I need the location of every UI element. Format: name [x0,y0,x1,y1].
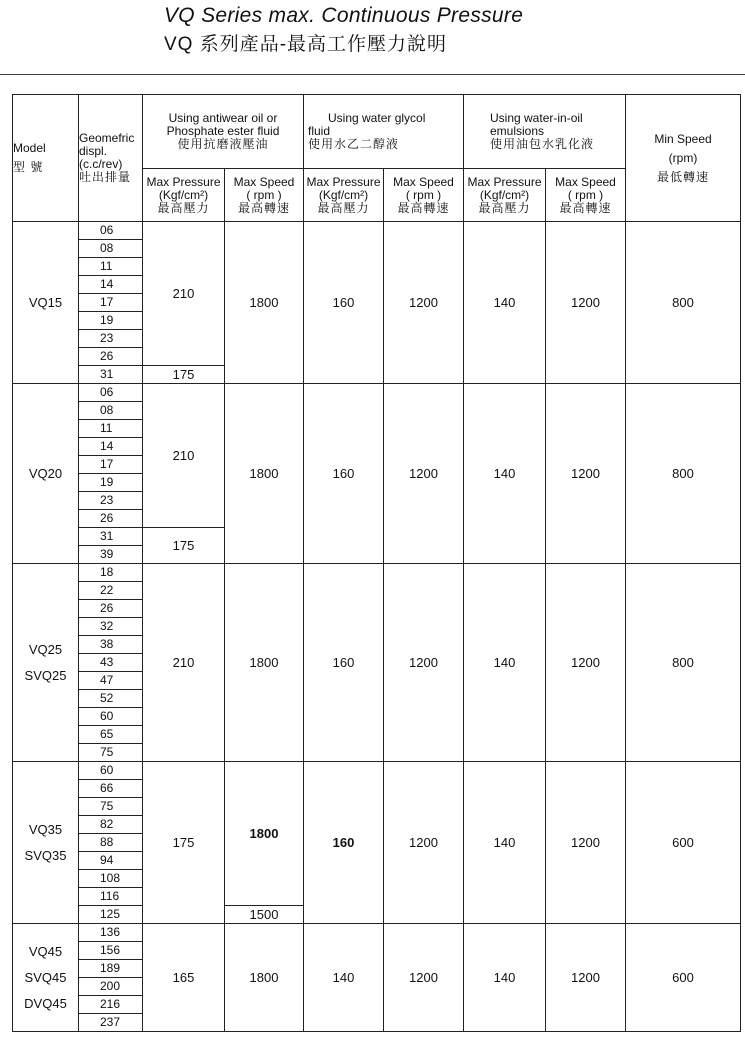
pressure-value: 210 [143,564,225,762]
displacement-cell: 43 [79,654,143,672]
pressure-alt-value: 175 [143,366,225,384]
displacement-cell: 26 [79,600,143,618]
model-name: SVQ35 [24,847,67,863]
displacement-cell: 75 [79,798,143,816]
model-name: VQ15 [28,294,63,310]
header-sub-zh: 最高壓力 [478,200,531,215]
header-group-line: Using water glycol [328,111,426,125]
pressure-value: 210 [143,384,225,528]
displacement-cell: 200 [79,978,143,996]
displacement-cell: 23 [79,492,143,510]
displacement-cell: 08 [79,240,143,258]
header-max-speed [546,169,626,222]
min-speed-value: 800 [626,384,741,564]
displacement-cell: 19 [79,312,143,330]
model-name: VQ45 [28,943,63,959]
header-displacement [79,95,143,222]
model-name: SVQ45 [24,969,67,985]
header-sub-en: Max Pressure [146,174,221,189]
header-max-pressure [143,169,225,222]
displacement-cell: 125 [79,906,143,924]
header-sub-zh: 最高轉速 [397,200,450,215]
header-geo-zh: 吐出排量 [79,170,132,184]
displacement-cell: 52 [79,690,143,708]
header-model-zh: 型 號 [13,160,44,174]
header-sub-unit: (Kgf/cm²) [158,187,209,202]
displacement-cell: 47 [79,672,143,690]
displacement-cell: 31 [79,366,143,384]
speed-value: 1200 [546,384,626,564]
displacement-cell: 189 [79,960,143,978]
speed-value: 1800 [225,222,304,384]
header-sub-unit: ( rpm ) [567,187,604,202]
header-water-glycol [304,95,464,169]
displacement-cell: 14 [79,276,143,294]
model-name: VQ25 [28,641,63,657]
header-group-line: fluid [308,124,331,138]
header-min-speed-zh: 最低轉速 [657,169,710,184]
header-max-speed [384,169,464,222]
header-group-zh: 使用水乙二醇液 [308,137,400,151]
title-divider [0,74,745,75]
speed-value: 1200 [546,222,626,384]
model-cell [13,384,79,564]
header-sub-zh: 最高轉速 [237,200,290,215]
header-sub-en: Max Pressure [467,174,542,189]
speed-alt-value: 1500 [225,906,304,924]
pressure-value: 160 [304,384,384,564]
header-model [13,95,79,222]
model-name: SVQ25 [24,667,67,683]
header-sub-unit: (Kgf/cm²) [479,187,530,202]
speed-value: 1200 [384,222,464,384]
page-subtitle: VQ 系列產品-最高工作壓力說明 [164,34,448,55]
min-speed-value: 800 [626,564,741,762]
model-cell [13,564,79,762]
displacement-cell: 06 [79,222,143,240]
displacement-cell: 32 [79,618,143,636]
model-cell [13,222,79,384]
speed-value: 1800 [225,762,304,906]
speed-value: 1200 [384,924,464,1032]
displacement-cell: 19 [79,474,143,492]
displacement-cell: 06 [79,384,143,402]
model-cell [13,924,79,1032]
pressure-value: 160 [304,564,384,762]
header-antiwear-oil [143,95,304,169]
speed-value: 1800 [225,384,304,564]
pressure-value: 160 [304,222,384,384]
speed-value: 1200 [546,762,626,924]
displacement-cell: 26 [79,510,143,528]
displacement-cell: 08 [79,402,143,420]
pressure-value: 140 [464,222,546,384]
min-speed-value: 800 [626,222,741,384]
displacement-cell: 26 [79,348,143,366]
displacement-cell: 136 [79,924,143,942]
header-geo-line: displ. [79,144,108,158]
min-speed-value: 600 [626,924,741,1032]
header-group-line: Using water-in-oil [490,111,583,125]
header-max-pressure [464,169,546,222]
header-min-speed-en: Min Speed [654,131,712,146]
pressure-value: 140 [464,564,546,762]
displacement-cell: 18 [79,564,143,582]
pressure-alt-value: 175 [143,528,225,564]
speed-value: 1200 [546,924,626,1032]
displacement-cell: 94 [79,852,143,870]
pressure-value: 140 [464,762,546,924]
displacement-cell: 65 [79,726,143,744]
displacement-cell: 11 [79,420,143,438]
header-geo-line: Geomefric [79,131,135,145]
pressure-value: 175 [143,762,225,924]
header-sub-zh: 最高壓力 [317,200,370,215]
speed-value: 1200 [384,564,464,762]
header-sub-unit: ( rpm ) [405,187,442,202]
pressure-value: 160 [304,762,384,924]
pressure-value: 140 [464,384,546,564]
header-max-pressure [304,169,384,222]
displacement-cell: 88 [79,834,143,852]
header-sub-unit: (Kgf/cm²) [318,187,369,202]
speed-value: 1200 [384,762,464,924]
header-max-speed [225,169,304,222]
displacement-cell: 75 [79,744,143,762]
model-name: DVQ45 [24,995,67,1011]
header-sub-en: Max Speed [393,174,454,189]
header-sub-en: Max Speed [555,174,616,189]
pressure-spec-table [12,94,741,1032]
displacement-cell: 17 [79,456,143,474]
displacement-cell: 116 [79,888,143,906]
displacement-cell: 23 [79,330,143,348]
header-min-speed-unit: (rpm) [668,150,698,165]
header-min-speed [626,95,741,222]
header-sub-zh: 最高轉速 [559,200,612,215]
header-sub-zh: 最高壓力 [157,200,210,215]
displacement-cell: 60 [79,762,143,780]
model-name: VQ20 [28,465,63,481]
model-name: VQ35 [28,821,63,837]
header-group-zh: 使用抗磨液壓油 [177,137,269,151]
header-geo-line: (c.c/rev) [79,157,123,171]
speed-value: 1200 [546,564,626,762]
displacement-cell: 237 [79,1014,143,1032]
displacement-cell: 22 [79,582,143,600]
header-water-in-oil [464,95,626,169]
displacement-cell: 66 [79,780,143,798]
pressure-value: 165 [143,924,225,1032]
header-group-line: emulsions [490,124,545,138]
min-speed-value: 600 [626,762,741,924]
speed-value: 1800 [225,564,304,762]
displacement-cell: 39 [79,546,143,564]
model-cell [13,762,79,924]
displacement-cell: 38 [79,636,143,654]
displacement-cell: 156 [79,942,143,960]
speed-value: 1200 [384,384,464,564]
pressure-value: 210 [143,222,225,366]
header-group-line: Phosphate ester fluid [166,124,280,138]
displacement-cell: 17 [79,294,143,312]
pressure-value: 140 [304,924,384,1032]
displacement-cell: 14 [79,438,143,456]
header-sub-en: Max Speed [233,174,295,189]
page-title: VQ Series max. Continuous Pressure [164,4,524,27]
header-sub-en: Max Pressure [306,174,381,189]
header-group-zh: 使用油包水乳化液 [490,137,595,151]
displacement-cell: 216 [79,996,143,1014]
displacement-cell: 31 [79,528,143,546]
displacement-cell: 108 [79,870,143,888]
header-group-line: Using antiwear oil or [168,111,278,125]
displacement-cell: 11 [79,258,143,276]
header-sub-unit: ( rpm ) [246,187,282,202]
displacement-cell: 60 [79,708,143,726]
pressure-value: 140 [464,924,546,1032]
header-model-en: Model [13,141,46,155]
displacement-cell: 82 [79,816,143,834]
speed-value: 1800 [225,924,304,1032]
